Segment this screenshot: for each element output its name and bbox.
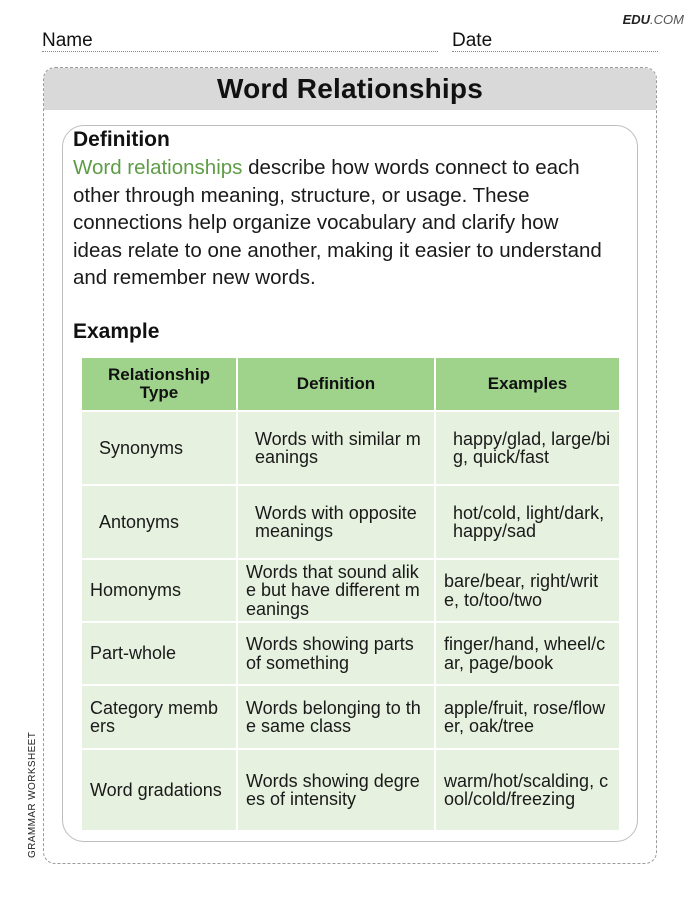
- relationships-table: [80, 356, 621, 832]
- title-band: [44, 68, 656, 110]
- date-label: Date: [452, 30, 493, 51]
- table-header-row: [81, 357, 620, 411]
- name-label: Name: [42, 30, 93, 51]
- cell-definition: Words showing parts of something: [237, 622, 435, 685]
- cell-type: Synonyms: [81, 411, 237, 485]
- table-row: [81, 559, 620, 622]
- definition-term: Word relationships: [73, 156, 243, 179]
- cell-type: Antonyms: [81, 485, 237, 559]
- column-header-type: Relationship Type: [81, 357, 237, 411]
- brand-logo-bold: EDU: [622, 12, 651, 27]
- table-row: [81, 685, 620, 749]
- date-field[interactable]: [452, 30, 658, 52]
- column-header-definition: Definition: [237, 357, 435, 411]
- cell-examples: warm/hot/scalding, cool/cold/freezing: [435, 749, 620, 831]
- cell-definition: Words showing degrees of intensity: [237, 749, 435, 831]
- cell-definition: Words belonging to the same class: [237, 685, 435, 749]
- name-line: [42, 51, 438, 52]
- name-field[interactable]: [42, 30, 438, 52]
- cell-type: Category members: [81, 685, 237, 749]
- brand-logo: [623, 12, 684, 27]
- table-row: [81, 411, 620, 485]
- brand-logo-suffix: .COM: [650, 12, 684, 27]
- cell-definition: Words with opposite meanings: [237, 485, 435, 559]
- table-row: [81, 749, 620, 831]
- cell-definition: Words with similar meanings: [237, 411, 435, 485]
- cell-examples: happy/glad, large/big, quick/fast: [435, 411, 620, 485]
- table-row: [81, 485, 620, 559]
- page-title: Word Relationships: [217, 73, 483, 104]
- column-header-examples: Examples: [435, 357, 620, 411]
- table-row: [81, 622, 620, 685]
- cell-type: Word gradations: [81, 749, 237, 831]
- side-label: GRAMMAR WORKSHEET: [27, 731, 38, 858]
- cell-examples: hot/cold, light/dark, happy/sad: [435, 485, 620, 559]
- cell-examples: bare/bear, right/write, to/too/two: [435, 559, 620, 622]
- cell-examples: finger/hand, wheel/car, page/book: [435, 622, 620, 685]
- cell-type: Homonyms: [81, 559, 237, 622]
- definition-text: [73, 154, 613, 292]
- definition-body: describe how words connect to each other through meaning, structure, or usage. These connections help organize vocabulary and clarify how ideas relate to one another, making it easier to understand and remember new words.: [73, 156, 602, 289]
- cell-definition: Words that sound alike but have different meanings: [237, 559, 435, 622]
- cell-examples: apple/fruit, rose/flower, oak/tree: [435, 685, 620, 749]
- example-heading: Example: [73, 320, 160, 343]
- cell-type: Part-whole: [81, 622, 237, 685]
- definition-heading: Definition: [73, 128, 170, 151]
- date-line: [452, 51, 658, 52]
